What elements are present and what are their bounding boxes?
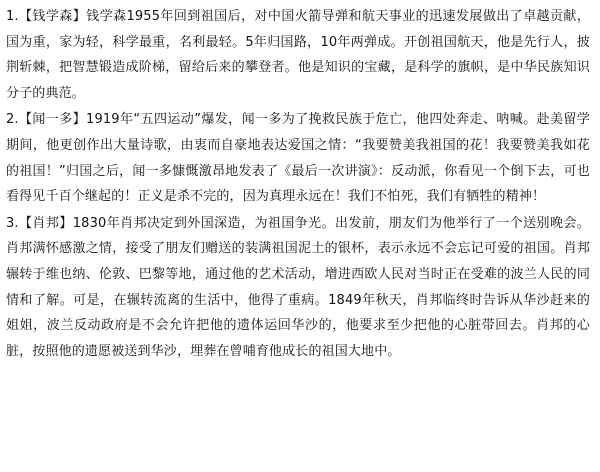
entry-qian-xuesen — [6, 4, 590, 106]
entry-name: 【肖邦】 — [18, 215, 73, 231]
entry-name: 【闻一多】 — [18, 112, 87, 128]
entry-text: 1830年肖邦决定到外国深造，为祖国争光。出发前，朋友们为他举行了一个送别晚会。肖邦满怀感激之情，接受了朋友们赠送的装满祖国泥土的银杯，表示永远不会忘记可爱的祖国。肖邦辗转于维也纳、伦敦、巴黎等地，通过他的艺术活动，增进西欧人民对当时正在受难的波兰人民的同情和了解。可是，在辗转流离的生活中，他得了重病。1849年秋天，肖邦临终时告诉从华沙赶来的姐姐，波兰反动政府是不会允许把他的遗体运回华沙的，他要求至少把他的心脏带回去。肖邦的心脏，按照他的遗愿被送到华沙，埋葬在曾哺育他成长的祖国大地中。 — [6, 215, 590, 359]
entry-number: 1. — [6, 9, 19, 24]
entry-text: 1919年“五四运动”爆发，闻一多为了挽救民族于危亡，他四处奔走、呐喊。赴美留学期间，他更创作出大量诗歌，由衷而自豪地表达爱国之情：“我要赞美我祖国的花！我要赞美我如花的祖国！”归国之后，闻一多慷慨激昂地发表了《最后一次讲演》：反动派，你看见一个倒下去，可也看得见千百个继起的！正义是杀不完的，因为真理永远在！我们不怕死，我们有牺牲的精神！ — [6, 112, 590, 205]
entry-name: 【钱学森】 — [18, 9, 87, 24]
entry-number: 2. — [6, 112, 19, 128]
entry-number: 3. — [6, 215, 19, 231]
entry-text: 钱学森1955年回到祖国后，对中国火箭导弹和航天事业的迅速发展做出了卓越贡献，国为重，家为轻，科学最重，名利最轻。5年归国路，10年两弹成。开创祖国航天，他是先行人，披荆斩棘，把智慧锻造成阶梯，留给后来的攀登者。他是知识的宝藏，是科学的旗帜，是中华民族知识分子的典范。 — [6, 9, 590, 101]
entry-wen-yiduo — [6, 107, 590, 209]
entry-chopin — [6, 211, 590, 365]
